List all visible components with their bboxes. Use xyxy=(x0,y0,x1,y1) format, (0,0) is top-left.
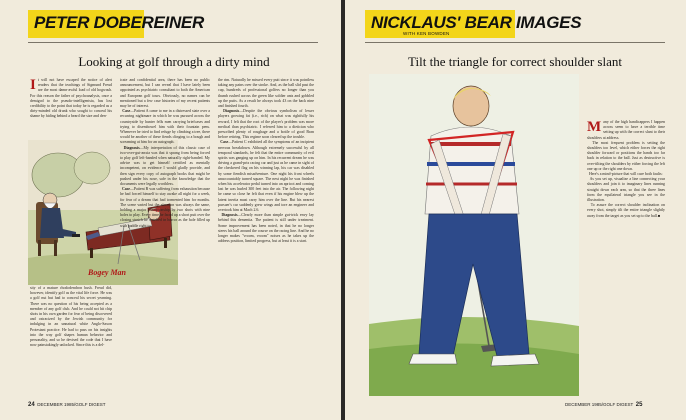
subhead-diagnosis: Diagnosis xyxy=(123,145,140,150)
body-text: —Despite the obvious symbolism of lesser players growing fat (i.e., rich) on what was rightfully his reward, I felt that the root of the player's problem was more medical than psychiatric. I referred him to a dietician who prescribed plenty of roughage and a bottle of good Bran before retiring. This regime soon cleared up the trouble. xyxy=(218,109,314,140)
column-header xyxy=(28,10,204,38)
header-rule xyxy=(28,42,318,43)
body-text: —Patient C exhibited all the symptoms of an incipient nervous breakdown. Although extremely successful by all temporal standards, he felt that the entire community of evil spirits was ganging up on him. In his recurrent dream he was driving a grand-prix racing car and just as he came in sight of the checkered flag on his winning lap, his car was disabled by some fiendish misadventure. One night his front wheels unaccountably turned square. The next night he was finished when his accelerator pedal turned into an apricot and coming last he was hurled 300 feet into the air. The following night he came so close he felt that even if his engine blew up the latent inertia must carry him over the line. But his nearest pursuer's car suddenly grew wings and tore an engineer and overtook him at Mach 2.6. xyxy=(218,140,314,213)
subhead-case: Case xyxy=(121,187,130,192)
article-headline: Looking at golf through a dirty mind xyxy=(78,54,270,69)
body-column-3 xyxy=(218,78,314,396)
body-text: icate and confidential area, there has been no public announcement, but I can reveal that I have lately been appointed as psychiatric consultant to both the American and European golf tours. Obviously, no names can be mentioned but a few case histories of my recent patients may be of interest. xyxy=(120,78,210,109)
folio-text: DECEMBER 1985/GOLF DIGEST xyxy=(565,402,634,407)
subhead-diagnosis: Diagnosis xyxy=(223,109,240,114)
body-text: The most frequent problem is setting the shoulders too level, which either forces the right shoulder forward or positions the hands too far back in relation to the ball. Just as destructive is over-tilting the shoulders by either forcing the left one up or the right one down. xyxy=(587,140,665,171)
body-text: To assure the correct shoulder inclination on every shot, simply tilt the entire triangle slightly away from the target as you set up to the ball.■ xyxy=(587,203,665,218)
byline: WITH KEN BOWDEN xyxy=(403,31,450,36)
drop-cap: M xyxy=(587,120,602,135)
subhead-case: Case xyxy=(122,109,131,114)
body-column-1-bottom: sity of a mature rhododendron bush. Freud did, however, identify golf as the vital life force. He was a golf nut but had to conceal his secret yearning. There was no question of his being accepted as a member of any golf club. And he could not hit chip shots in his own garden for fear of being discovered and ostracized by the Jewish community for indulging in an unnatural white Anglo-Saxon Protestant practice. He had to pass on his insights into the way golf shapes human behavior and personality, and so he devised the code that I have now painstakingly unlocked. Since this is a del- xyxy=(30,286,112,348)
header-rule xyxy=(365,42,665,43)
body-text: the rim. Naturally he missed every putt since it was pointless taking any pains over the stroke. And, as the ball slid past the cup, hundreds of professional golfers no longer than you thumb rushed across the green like soldier ants and gobbled up the putts. As a result he always took 43 on the back nine and finished fourth. xyxy=(218,78,314,109)
subhead-diagnosis: Diagnosis xyxy=(221,213,238,218)
folio-text: DECEMBER 1985/GOLF DIGEST xyxy=(37,402,106,407)
body-column-2 xyxy=(120,78,210,396)
nicklaus-illustration xyxy=(369,74,579,396)
body-text: As you set up, visualize a line connecting your shoulders and join it to imaginary lines running straight down each arm, so that the three lines form the equilateral triangle you see in the illustration. xyxy=(587,177,665,203)
body-column-1-top xyxy=(30,78,112,140)
column-header xyxy=(365,10,582,38)
body-text: —Patient A came to me in a distressed state over a recurring nightmare in which he was pursued across the countryside by hunter fells men carrying briefcases and trying to disembowel him with their fountain pens. Whenever he tried to find refuge by climbing a tree, there would be another of these fiends clinging to a bough and screaming at him for an autograph. xyxy=(120,109,210,145)
right-page xyxy=(345,0,686,420)
body-column xyxy=(587,120,665,280)
left-page xyxy=(0,0,341,420)
body-text: —Patient B was suffering from exhaustion because he had forced himself to stay awake all night for a week, for fear of a dream that had tormented him for months. The scene varied but the situation was always the same, holding a major championship by two shots with nine holes to play. Every time he faced up a short putt over the closing stretch he watched in horror as the hole filled up with paddle right to xyxy=(120,187,210,228)
body-text: any of the high handicappers I happen across seem to have a terrible time setting up with the correct slant to their shoulders at address. xyxy=(587,120,665,140)
body-text: —My interpretation of this classic case of two-over-gut-anxia was that it sprang from being forced to play golf left-handed when naturally right-handed. My advice was to get himself certified as mentally incompetent, on evidence I would gladly provide, and then sign every copy of autograph books that might be pushed under his nose, safe in the knowledge that the documents were legally worthless. xyxy=(120,145,210,187)
left-folio xyxy=(28,402,105,408)
body-text: t will not have escaped the notice of alert readers that the teachings of Sigmund Freud are the most damn-awful load of old hogwash. For this reason the father of psychoanalysis, once a demigod to the pseudo-intelligentsia, has lost credibility to the point that today he is regarded as a dirty-minded old drunk who sought to conceal his shame by hiding behind a beard the size and den- xyxy=(30,78,112,119)
body-text: Here's a mind-picture that will cure both faults: xyxy=(588,172,663,177)
column-name: NICKLAUS' BEAR IMAGES xyxy=(371,13,582,32)
page-number: 25 xyxy=(635,402,643,408)
body-text: —Clearly more than simple gut-trick envy lay behind this dementia. The patient is still under treatment. Some improvement has been noted, in that he no longer steers his ball around the course on the racing line. And he no longer makes "vroom, vroom" noises as he takes up the address position, limited progress, but at least it is a start. xyxy=(218,213,314,244)
subhead-case: Case xyxy=(220,140,229,145)
drop-cap: I xyxy=(30,78,36,93)
article-headline: Tilt the triangle for correct shoulder slant xyxy=(408,54,622,69)
golfer-address-image xyxy=(369,74,579,396)
page-number: 24 xyxy=(28,402,35,408)
column-name: PETER DOBEREINER xyxy=(34,13,204,32)
illustration-caption: Bogey Man xyxy=(88,268,126,277)
right-folio xyxy=(565,402,642,408)
